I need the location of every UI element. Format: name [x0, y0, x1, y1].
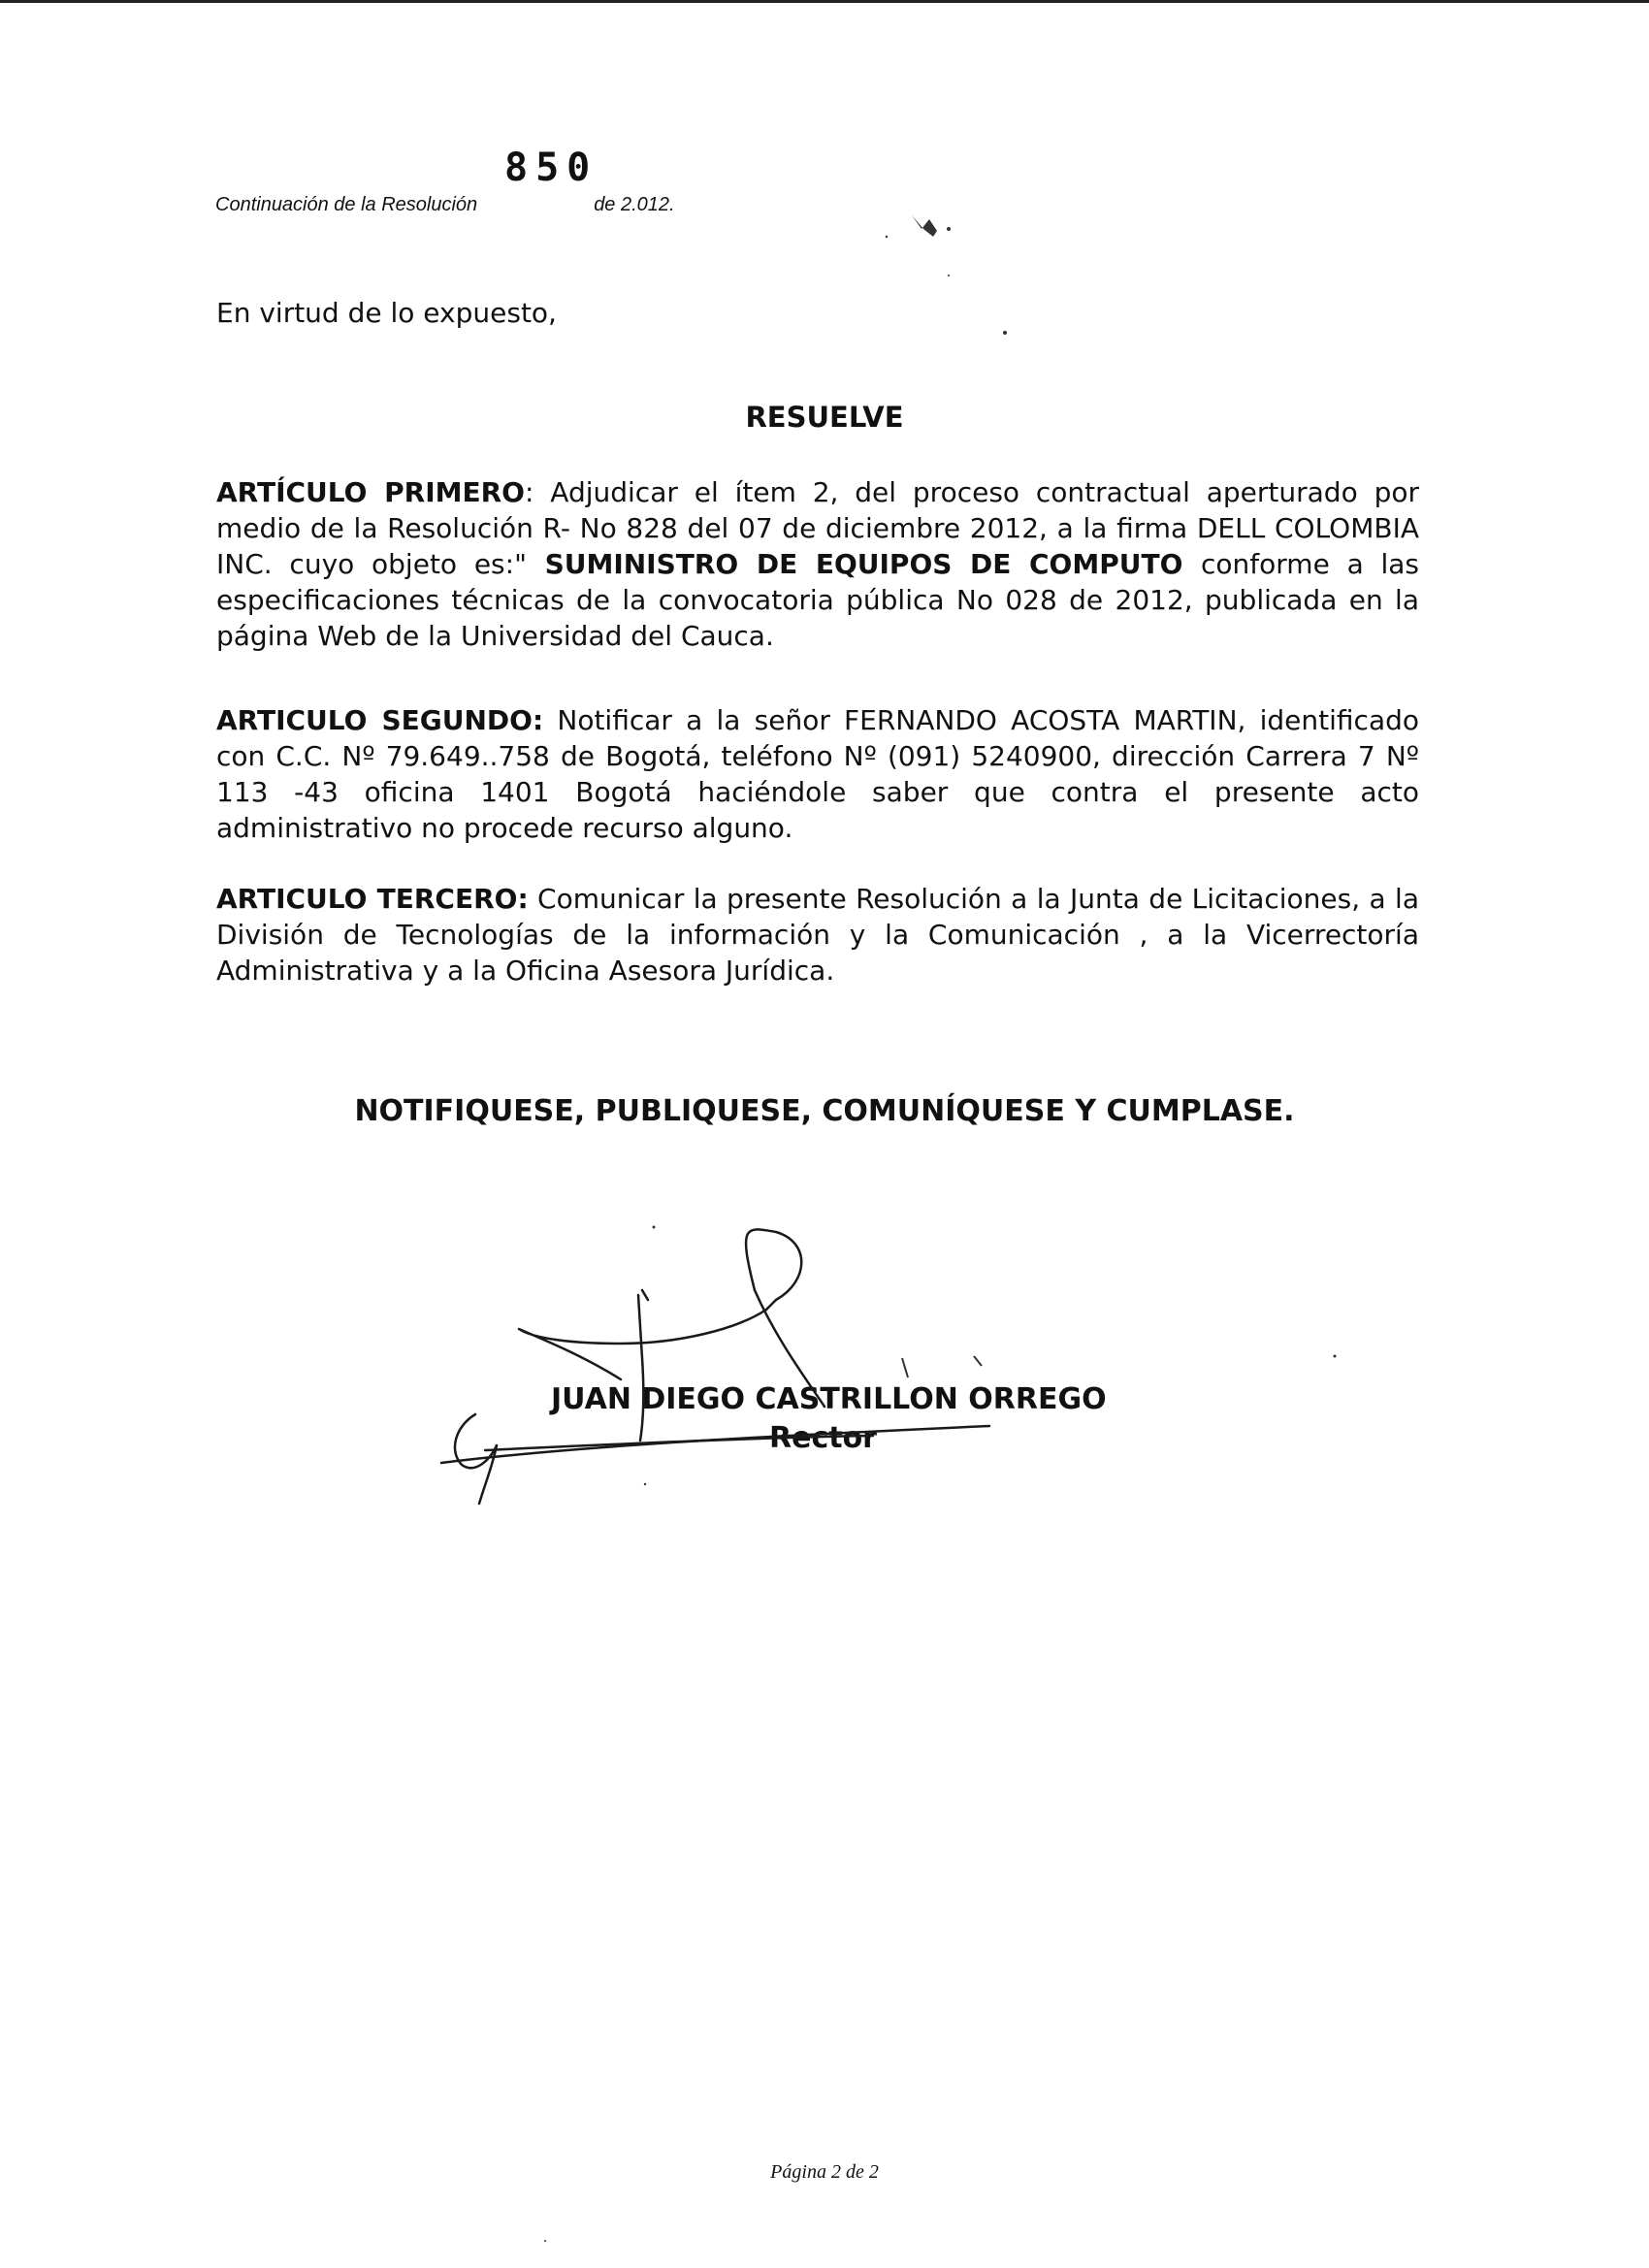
article-third — [216, 881, 1419, 988]
article-second-title: ARTICULO SEGUNDO: — [216, 704, 544, 736]
article-second-text: Notificar a la señor FERNANDO ACOSTA MARTIN, identificado con C.C. Nº 79.649..758 de Bogotá, teléfono Nº (091) 5240900, dirección Carrera 7 Nº 113 -43 oficina 1401 Bogotá haciéndole saber que contra el presente acto administrativo no procede recurso alguno. — [216, 704, 1420, 844]
page-number: Página 2 de 2 — [770, 2161, 879, 2183]
signer-title: Rector — [769, 1421, 877, 1455]
signer-name: JUAN DIEGO CASTRILLON ORREGO — [551, 1382, 1107, 1416]
article-first-title: ARTÍCULO PRIMERO — [216, 476, 525, 508]
top-border-line — [0, 0, 1649, 3]
continuation-suffix: de 2.012. — [594, 194, 675, 215]
article-first-text: Adjudicar el ítem 2, del proceso contractual aperturado por medio de la Resolución R- No 828 del 07 de diciembre 2012, a la firma DELL COLOMBIA INC. cuyo objeto es:" — [216, 476, 1419, 580]
article-first — [216, 474, 1419, 654]
article-first-separator: : — [524, 476, 551, 508]
intro-text: En virtud de lo expuesto, — [216, 297, 557, 329]
article-second — [216, 702, 1419, 846]
continuation-prefix: Continuación de la Resolución — [215, 194, 478, 215]
article-third-title: ARTICULO TERCERO: — [216, 883, 529, 915]
article-first-text-end: conforme a las especificaciones técnicas de la convocatoria pública No 028 de 2012, publicada en la página Web de la Universidad del Cauca. — [216, 548, 1420, 652]
resolution-number-stamp: 850 — [504, 146, 598, 190]
article-third-text: Comunicar la presente Resolución a la Junta de Licitaciones, a la División de Tecnologías de la información y la Comunicación , a la Vicerrectoría Administrativa y a la Oficina Asesora Jurídica. — [216, 883, 1419, 987]
continuation-header — [215, 194, 675, 216]
closing-formula: NOTIFIQUESE, PUBLIQUESE, COMUNÍQUESE Y CUMPLASE. — [354, 1094, 1295, 1128]
article-first-emphasis: SUMINISTRO DE EQUIPOS DE COMPUTO — [526, 548, 1202, 580]
resuelve-heading: RESUELVE — [745, 401, 904, 434]
